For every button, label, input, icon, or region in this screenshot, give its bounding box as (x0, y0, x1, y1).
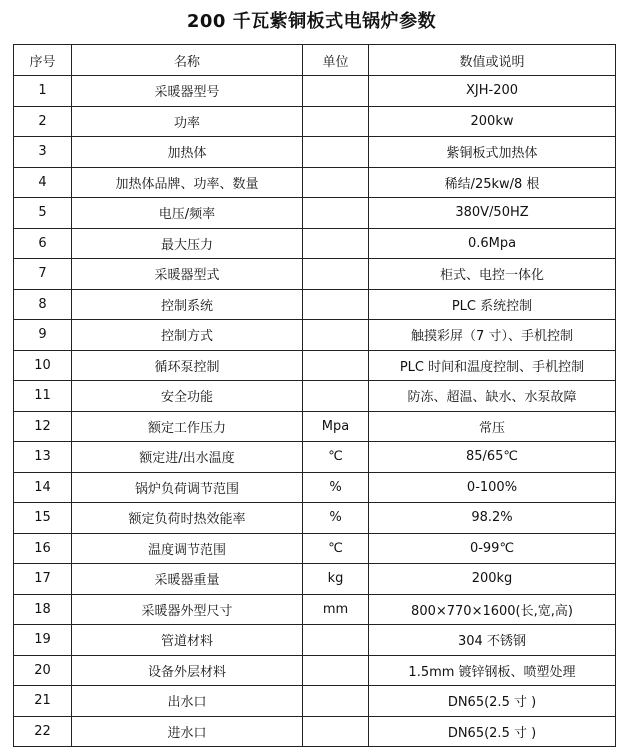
cell-no: 2 (14, 106, 72, 137)
page-title: 200 千瓦紫铜板式电锅炉参数 (186, 11, 437, 32)
cell-name: 锅炉负荷调节范围 (72, 472, 303, 503)
cell-no: 15 (14, 503, 72, 534)
cell-name: 额定进/出水温度 (72, 442, 303, 473)
table-row (14, 472, 616, 503)
cell-value: 200kw (369, 106, 616, 137)
cell-value: 800×770×1600(长,宽,高) (369, 594, 616, 625)
cell-no: 11 (14, 381, 72, 412)
column-header-name: 名称 (72, 45, 303, 76)
cell-no: 5 (14, 198, 72, 229)
cell-unit (303, 716, 369, 747)
cell-name: 控制方式 (72, 320, 303, 351)
table-row (14, 411, 616, 442)
cell-value: DN65(2.5 寸 ) (369, 686, 616, 717)
cell-value: 0-99℃ (369, 533, 616, 564)
table-row (14, 716, 616, 747)
cell-no: 18 (14, 594, 72, 625)
cell-value: 0-100% (369, 472, 616, 503)
cell-unit (303, 76, 369, 107)
table-row (14, 686, 616, 717)
column-header-no: 序号 (14, 45, 72, 76)
table-row (14, 564, 616, 595)
cell-no: 7 (14, 259, 72, 290)
cell-value: 380V/50HZ (369, 198, 616, 229)
cell-name: 设备外层材料 (72, 655, 303, 686)
cell-name: 加热体品牌、功率、数量 (72, 167, 303, 198)
cell-name: 采暖器型式 (72, 259, 303, 290)
cell-unit (303, 655, 369, 686)
cell-unit: ℃ (303, 442, 369, 473)
cell-name: 采暖器外型尺寸 (72, 594, 303, 625)
cell-name: 额定负荷时热效能率 (72, 503, 303, 534)
cell-value: 200kg (369, 564, 616, 595)
cell-no: 17 (14, 564, 72, 595)
cell-no: 20 (14, 655, 72, 686)
cell-no: 8 (14, 289, 72, 320)
cell-name: 循环泵控制 (72, 350, 303, 381)
table-row (14, 625, 616, 656)
cell-unit: % (303, 472, 369, 503)
cell-no: 1 (14, 76, 72, 107)
cell-no: 3 (14, 137, 72, 168)
cell-unit (303, 289, 369, 320)
cell-name: 最大压力 (72, 228, 303, 259)
table-row (14, 533, 616, 564)
table-row (14, 137, 616, 168)
cell-unit: mm (303, 594, 369, 625)
cell-name: 采暖器型号 (72, 76, 303, 107)
cell-value: 触摸彩屏（7 寸）、手机控制 (369, 320, 616, 351)
table-row (14, 503, 616, 534)
cell-unit: kg (303, 564, 369, 595)
table-row (14, 655, 616, 686)
cell-unit (303, 381, 369, 412)
table-row (14, 198, 616, 229)
cell-unit (303, 259, 369, 290)
cell-no: 12 (14, 411, 72, 442)
cell-no: 10 (14, 350, 72, 381)
cell-no: 13 (14, 442, 72, 473)
cell-value: 柜式、电控一体化 (369, 259, 616, 290)
spec-table (13, 44, 616, 747)
table-row (14, 320, 616, 351)
cell-value: 304 不锈钢 (369, 625, 616, 656)
table-row (14, 442, 616, 473)
table-row (14, 594, 616, 625)
cell-name: 安全功能 (72, 381, 303, 412)
table-body (14, 76, 616, 747)
cell-unit (303, 228, 369, 259)
cell-value: 85/65℃ (369, 442, 616, 473)
cell-name: 出水口 (72, 686, 303, 717)
cell-no: 9 (14, 320, 72, 351)
cell-unit (303, 167, 369, 198)
cell-unit (303, 137, 369, 168)
cell-value: 紫铜板式加热体 (369, 137, 616, 168)
cell-value: 98.2% (369, 503, 616, 534)
cell-value: 0.6Mpa (369, 228, 616, 259)
cell-name: 温度调节范围 (72, 533, 303, 564)
cell-name: 进水口 (72, 716, 303, 747)
cell-value: 防冻、超温、缺水、水泵故障 (369, 381, 616, 412)
cell-name: 额定工作压力 (72, 411, 303, 442)
cell-no: 4 (14, 167, 72, 198)
cell-no: 19 (14, 625, 72, 656)
cell-unit (303, 198, 369, 229)
cell-value: 稀结/25kw/8 根 (369, 167, 616, 198)
cell-name: 电压/频率 (72, 198, 303, 229)
cell-value: DN65(2.5 寸 ) (369, 716, 616, 747)
cell-value: XJH-200 (369, 76, 616, 107)
table-row (14, 76, 616, 107)
table-row (14, 259, 616, 290)
cell-name: 控制系统 (72, 289, 303, 320)
cell-unit: % (303, 503, 369, 534)
cell-no: 14 (14, 472, 72, 503)
cell-unit (303, 320, 369, 351)
cell-unit (303, 350, 369, 381)
table-header-row (14, 45, 616, 76)
cell-name: 加热体 (72, 137, 303, 168)
cell-unit: Mpa (303, 411, 369, 442)
cell-value: PLC 时间和温度控制、手机控制 (369, 350, 616, 381)
table-row (14, 350, 616, 381)
cell-no: 21 (14, 686, 72, 717)
cell-name: 管道材料 (72, 625, 303, 656)
table-row (14, 106, 616, 137)
cell-name: 采暖器重量 (72, 564, 303, 595)
cell-no: 16 (14, 533, 72, 564)
cell-value: 常压 (369, 411, 616, 442)
column-header-value: 数值或说明 (369, 45, 616, 76)
column-header-unit: 单位 (303, 45, 369, 76)
table-row (14, 167, 616, 198)
table-row (14, 289, 616, 320)
table-row (14, 381, 616, 412)
cell-unit (303, 686, 369, 717)
cell-no: 6 (14, 228, 72, 259)
cell-unit (303, 625, 369, 656)
cell-unit (303, 106, 369, 137)
cell-name: 功率 (72, 106, 303, 137)
cell-value: PLC 系统控制 (369, 289, 616, 320)
cell-no: 22 (14, 716, 72, 747)
cell-value: 1.5mm 镀锌钢板、喷塑处理 (369, 655, 616, 686)
cell-unit: ℃ (303, 533, 369, 564)
table-row (14, 228, 616, 259)
